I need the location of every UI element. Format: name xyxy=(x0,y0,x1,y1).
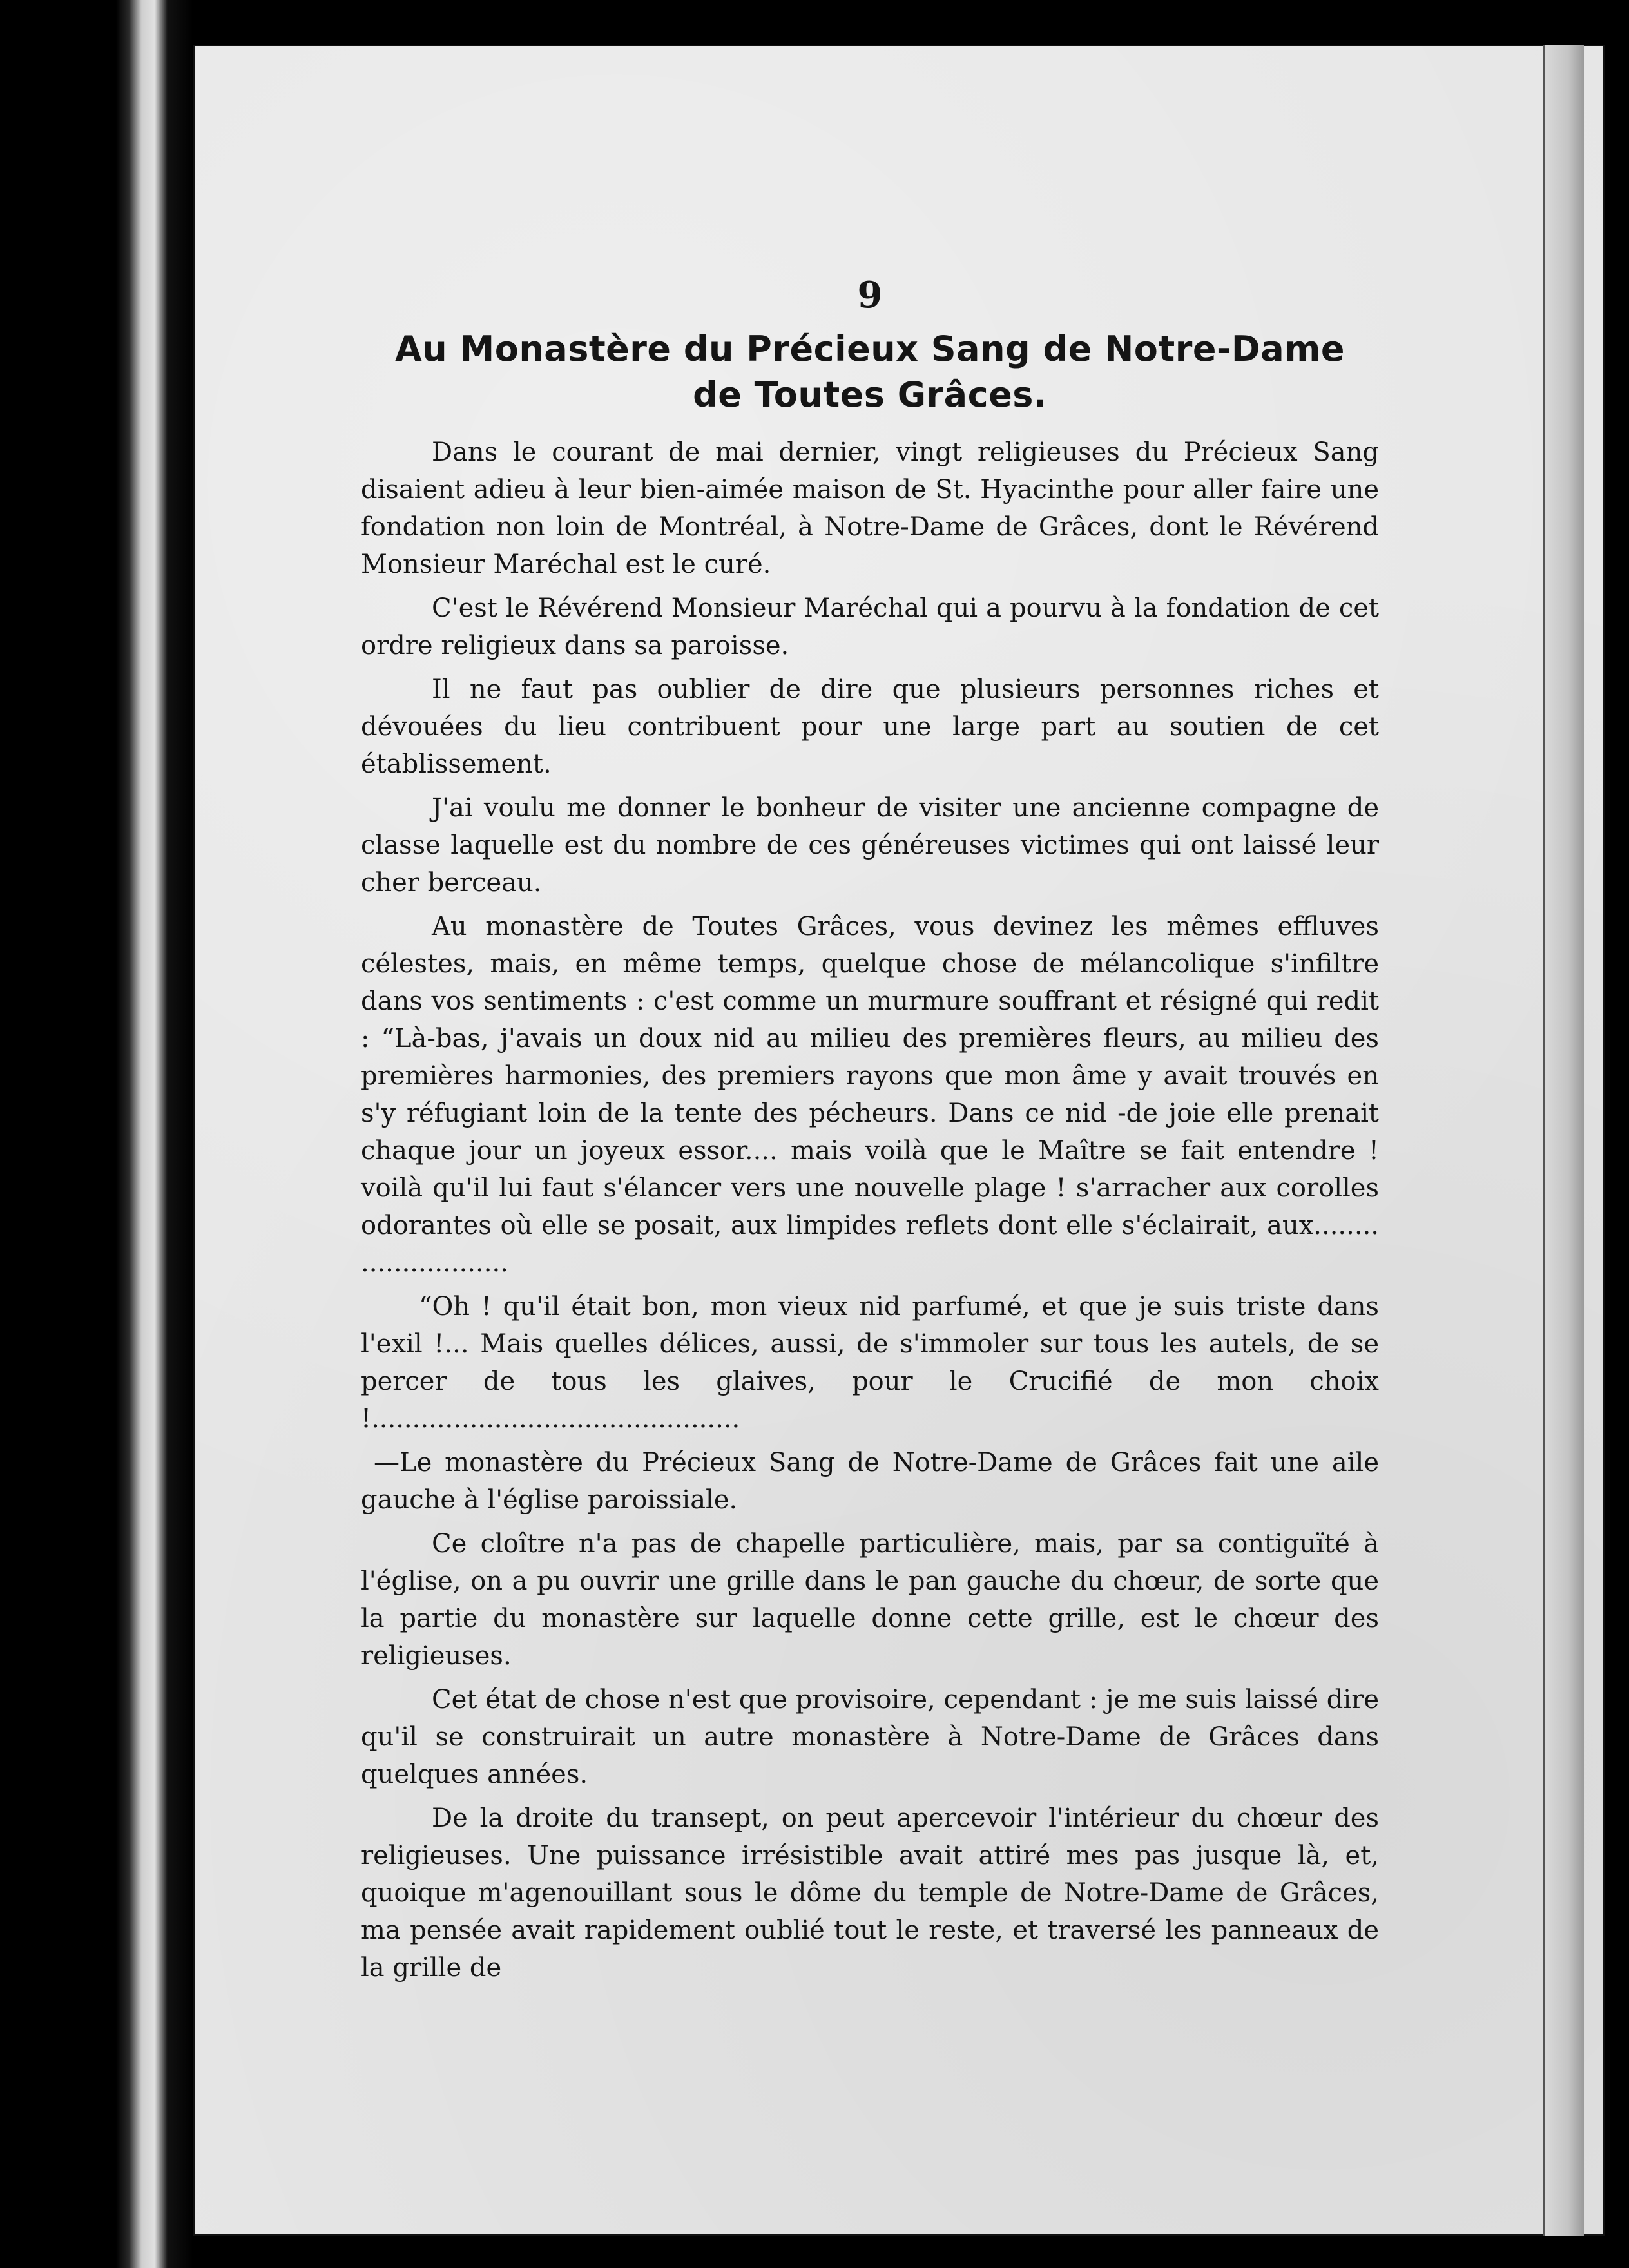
paragraph: Dans le courant de mai dernier, vingt religieuses du Précieux Sang disaient adieu à leur bien-aimée maison de St. Hyacinthe pour aller faire une fondation non loin de Montréal, à Notre-Dame de Grâces, dont le Révérend Monsieur Maréchal est le curé. xyxy=(361,437,1379,579)
paragraph: —Le monastère du Précieux Sang de Notre-Dame de Grâces fait une aile gauche à l'église paroissiale. xyxy=(361,1447,1379,1515)
title-line-2: de Toutes Grâces. xyxy=(693,374,1047,416)
paragraph: De la droite du transept, on peut apercevoir l'intérieur du chœur des religieuses. Une puissance irrésistible avait attiré mes pas jusque là, et, quoique m'agenouillant sous le dôme du temple de Notre-Dame de Grâces, ma pensée avait rapidement oublié tout le reste, et traversé les panneaux de la grille de xyxy=(361,1803,1379,1983)
paragraph: J'ai voulu me donner le bonheur de visiter une ancienne compagne de classe laquelle est du nombre de ces généreuses victimes qui ont laissé leur cher berceau. xyxy=(361,793,1379,898)
book-spine xyxy=(0,0,193,2268)
page-number: 9 xyxy=(857,274,883,316)
body-text xyxy=(361,434,1379,1986)
paragraph: C'est le Révérend Monsieur Maréchal qui a pourvu à la fondation de cet ordre religieux dans sa paroisse. xyxy=(361,593,1379,660)
paragraph: Ce cloître n'a pas de chapelle particulière, mais, par sa contiguïté à l'église, on a pu ouvrir une grille dans le pan gauche du chœur, de sorte que la partie du monastère sur laquelle donne cette grille, est le chœur des religieuses. xyxy=(361,1528,1379,1671)
paragraph: Au monastère de Toutes Grâces, vous devinez les mêmes effluves célestes, mais, en même temps, quelque chose de mélancolique s'infiltre dans vos sentiments : c'est comme un murmure souffrant et résigné qui redit : “Là-bas, j'avais un doux nid au milieu des premières fleurs, au milieu des premières harmonies, des premiers rayons que mon âme y avait trouvés en s'y réfugiant loin de la tente des pécheurs. Dans ce nid -de joie elle prenait chaque jour un joyeux essor.... mais voilà que le Maître se fait entendre ! voilà qu'il lui faut s'élancer vers une nouvelle plage ! s'arracher aux corolles odorantes où elle se posait, aux limpides reflets dont elle s'éclairait, aux........ .................. xyxy=(361,911,1379,1278)
page-content xyxy=(361,274,1379,1993)
paragraph: Cet état de chose n'est que provisoire, cependant : je me suis laissé dire qu'il se construirait un autre monastère à Notre-Dame de Grâces dans quelques années. xyxy=(361,1684,1379,1789)
paragraph: Il ne faut pas oublier de dire que plusieurs personnes riches et dévouées du lieu contribuent pour une large part au soutien de cet établissement. xyxy=(361,674,1379,779)
title-line-1: Au Monastère du Précieux Sang de Notre-Dame xyxy=(394,329,1345,369)
page-title xyxy=(361,326,1379,418)
paragraph: “Oh ! qu'il était bon, mon vieux nid parfumé, et que je suis triste dans l'exil !... Mais quelles délices, aussi, de s'immoler sur tous les autels, de se percer de tous les glaives, pour le Crucifié de mon choix !............................................. xyxy=(361,1291,1379,1434)
next-page-edge xyxy=(1543,45,1584,2236)
